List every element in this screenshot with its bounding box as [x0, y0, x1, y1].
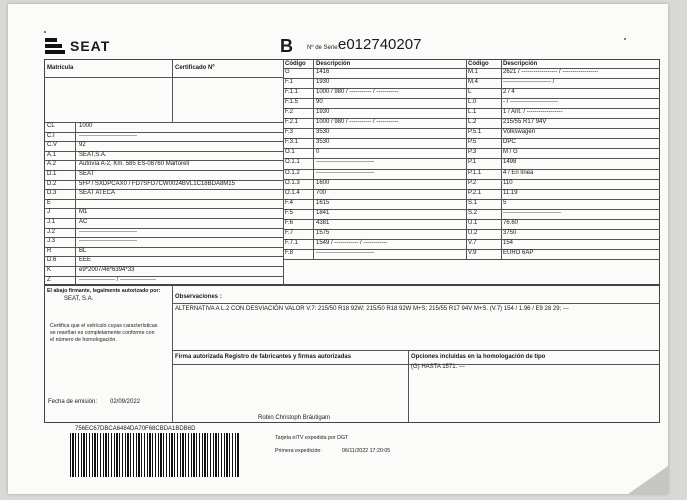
scan-dot — [624, 38, 626, 40]
left-row-value: SEAT ATECA — [79, 190, 116, 197]
mid-row-code: F.2.1 — [285, 119, 299, 126]
mid-row-code: F.8 — [285, 249, 294, 256]
right-row-code: L.0 — [468, 99, 477, 106]
left-row-value: ----------------------------- — [79, 228, 137, 235]
right-row-code: P.1 — [468, 159, 477, 166]
mid-row-value: 1549 / ------------ / ------------ — [316, 239, 388, 246]
firma-label: Firma autorizada Registro de fabricantes y firmas autorizadas — [175, 354, 352, 360]
mid-row-value: ----------------------------- — [316, 159, 374, 166]
left-row-value: AC — [79, 219, 88, 225]
serial-label: Nº de Serie: — [307, 45, 340, 51]
right-row-value: 2621 / ------------------ / ------------------ — [503, 69, 599, 75]
mid-row-code: F.4 — [285, 199, 294, 206]
left-row-value: ----------------------------- — [79, 238, 137, 245]
left-row-value: EEE — [79, 257, 92, 264]
brand-logo — [45, 38, 110, 54]
observations-text: ALTERNATIVA A L.2 CON DESVIACIÓN VALOR V.7: 215/50 R18 92W; 215/50 R18 92W M+S; 215/55 R17 94V M+S. (V.7) 154 / 1.96 / E9 28 29; --- — [175, 306, 569, 312]
observations-label: Observaciones : — [175, 294, 222, 300]
right-code-header: Código — [468, 61, 489, 67]
mid-row-value: 1000 / 980 / ----------- / ----------- — [316, 89, 399, 96]
right-row-value: 11.19 — [503, 189, 518, 196]
right-row-value: ----------------------------- — [503, 209, 561, 216]
left-row-code: J.3 — [47, 238, 56, 245]
right-row-code: P.3 — [468, 149, 477, 156]
left-row-value: e9*2007/46*6394*33 — [79, 267, 135, 273]
opciones-label: Opciones incluidas en la homologación de tipo — [411, 354, 546, 360]
first-issue-date: 06/11/2022 17:20:05 — [342, 448, 391, 454]
left-row-value: SEAT — [79, 171, 95, 177]
right-row-code: U.1 — [468, 219, 478, 226]
mid-row-value: 3530 — [316, 129, 330, 136]
mid-row-value: ----------------------------- — [316, 169, 374, 176]
mid-row-value: ----------------------------- — [316, 249, 374, 256]
mid-row-code: F.3.1 — [285, 139, 299, 146]
right-row-value: EURO 6AP — [503, 249, 534, 256]
left-row-code: D.1 — [47, 171, 57, 177]
serial-number: e012740207 — [338, 36, 422, 53]
right-row-code: P.5.1 — [468, 129, 482, 136]
left-row-value: ------------------ / ------------------ — [79, 276, 156, 283]
seat-logo-icon — [45, 38, 65, 54]
mid-row-value: 4381 — [316, 219, 330, 226]
left-row-code: D.6 — [47, 257, 57, 264]
left-row-code: CL — [47, 123, 55, 129]
signer-company: SEAT, S.A. — [64, 296, 94, 302]
left-row-value: M1 — [79, 209, 88, 216]
right-row-value: 215/55 R17 94V — [503, 119, 547, 126]
right-row-code: L — [468, 89, 472, 96]
right-row-value: 110 — [503, 179, 513, 186]
scan-dot — [44, 31, 46, 33]
mid-row-code: F.1 — [285, 79, 294, 86]
mid-row-code: O.1.3 — [285, 179, 300, 186]
left-row-value: BL — [79, 247, 87, 254]
mid-row-value: 1615 — [316, 199, 330, 206]
left-row-code: R — [47, 247, 52, 254]
signer-label: El abajo firmante, legalmente autorizado por: — [47, 288, 161, 294]
mid-row-value: 1416 — [316, 69, 330, 75]
right-row-code: S.2 — [468, 209, 478, 216]
left-row-code: A.1 — [47, 151, 57, 158]
itv-issuer: Tarjeta eITV expedida por DGT — [275, 435, 349, 441]
left-row-value: 5FP / SXDPCAX0 / FD7SFD7CW0024BVL1C18BDA8M15 — [79, 180, 235, 187]
right-row-code: V.7 — [468, 239, 477, 246]
left-row-code: J.1 — [47, 219, 56, 225]
mid-row-code: G — [285, 69, 290, 75]
mid-row-value: 90 — [316, 99, 323, 106]
signer-name: Robin Christoph Bräutigam — [258, 415, 331, 421]
left-row-code: D.3 — [47, 190, 57, 197]
right-row-value: 76.60 — [503, 219, 519, 226]
mid-row-value: 700 — [316, 189, 327, 196]
mid-row-value: 3530 — [316, 139, 330, 146]
right-row-value: M / G — [503, 149, 518, 156]
right-row-code: M.1 — [468, 69, 479, 75]
first-issue-label: Primera expedición: — [275, 448, 322, 454]
right-row-value: 5 — [503, 199, 507, 206]
mid-row-value: 1930 — [316, 109, 330, 116]
issue-date-label: Fecha de emisión: — [48, 399, 98, 405]
mid-row-value: 1841 — [316, 209, 330, 216]
right-row-code: L.2 — [468, 119, 477, 126]
mid-row-code: F.1.5 — [285, 99, 299, 106]
left-row-code: D.2 — [47, 180, 57, 187]
mid-row-code: O.1.1 — [285, 159, 300, 166]
mid-row-value: 1000 / 980 / ----------- / ----------- — [316, 119, 399, 126]
left-row-value: 92 — [79, 142, 86, 149]
issue-date: 02/09/2022 — [110, 399, 141, 405]
right-row-value: DPC — [503, 139, 516, 146]
right-row-value: 154 — [503, 239, 514, 246]
mid-row-value: 1575 — [316, 229, 330, 236]
right-row-value: ------------------------ / — [503, 79, 555, 86]
left-row-code: J.2 — [47, 228, 56, 235]
right-row-code: P.2 — [468, 179, 477, 186]
right-row-code: P.2.1 — [468, 189, 482, 196]
mid-row-value: 1600 — [316, 179, 330, 186]
right-row-value: 4 / En línea — [503, 169, 534, 176]
mid-row-code: F.5 — [285, 209, 294, 216]
left-row-value: ----------------------------- — [79, 132, 137, 139]
mid-row-code: F.6 — [285, 219, 294, 226]
left-row-code: C.I — [47, 132, 55, 139]
left-row-value: 1000 — [79, 123, 93, 129]
mid-row-code: F.7.1 — [285, 239, 299, 246]
mid-row-value: 1930 — [316, 79, 330, 86]
mid-row-code: F.1.1 — [285, 89, 299, 96]
mid-row-value: 0 — [316, 149, 320, 156]
right-row-code: S.1 — [468, 199, 478, 206]
left-row-code: C.V — [47, 142, 58, 149]
left-row-value: SEAT,S.A. — [79, 151, 107, 158]
right-row-code: V.9 — [468, 249, 477, 256]
right-row-code: P.5 — [468, 139, 477, 146]
mid-row-code: F.3 — [285, 129, 294, 136]
page-fold — [628, 466, 668, 494]
mid-row-code: O.1.4 — [285, 189, 300, 196]
left-row-code: A.2 — [47, 161, 57, 168]
right-row-code: L.1 — [468, 109, 477, 116]
left-row-code: Z — [47, 276, 51, 283]
left-row-code: K — [47, 267, 52, 273]
left-row-code: E — [47, 199, 52, 206]
right-row-value: 1 / Ant. / ------------------ — [503, 109, 563, 116]
mid-row-code: F.2 — [285, 109, 294, 116]
right-desc-header: Descripción — [503, 61, 538, 67]
right-row-code: P.1.1 — [468, 169, 482, 176]
right-row-value: Volkswagen — [503, 129, 536, 136]
left-row-code: J — [47, 209, 50, 216]
opciones-text: (G) HASTA 1571. --- — [411, 364, 465, 370]
left-row-value: Autovía A-2, Km. 585 ES-08760 Martorell — [79, 161, 190, 168]
category-letter: B — [280, 36, 293, 56]
right-row-value: 2 / 4 — [503, 89, 515, 96]
mid-row-code: O.1.2 — [285, 169, 300, 176]
certification-text: Certifica que el vehículo cuyas características se reseñan es completamente conforme con el número de homologación. — [50, 323, 158, 343]
right-row-code: U.2 — [468, 229, 478, 236]
barcode — [70, 433, 240, 477]
right-row-value: 3750 — [503, 229, 517, 236]
matricula-label: Matrícula — [47, 65, 74, 71]
right-row-value: - / ------------------------ — [503, 99, 558, 106]
brand-name: SEAT — [70, 38, 111, 54]
right-row-value: 1498 — [503, 159, 517, 166]
right-row-code: M.4 — [468, 79, 479, 86]
certificado-label: Certificado Nº — [175, 65, 215, 71]
mid-row-code: F.7 — [285, 229, 294, 236]
mid-row-code: O.1 — [285, 149, 295, 156]
mid-code-header: Código — [285, 61, 306, 67]
verification-code: 756EC67DBCA6484DA70F68CBDA1BDB6D — [75, 426, 196, 432]
mid-desc-header: Descripción — [316, 61, 351, 67]
